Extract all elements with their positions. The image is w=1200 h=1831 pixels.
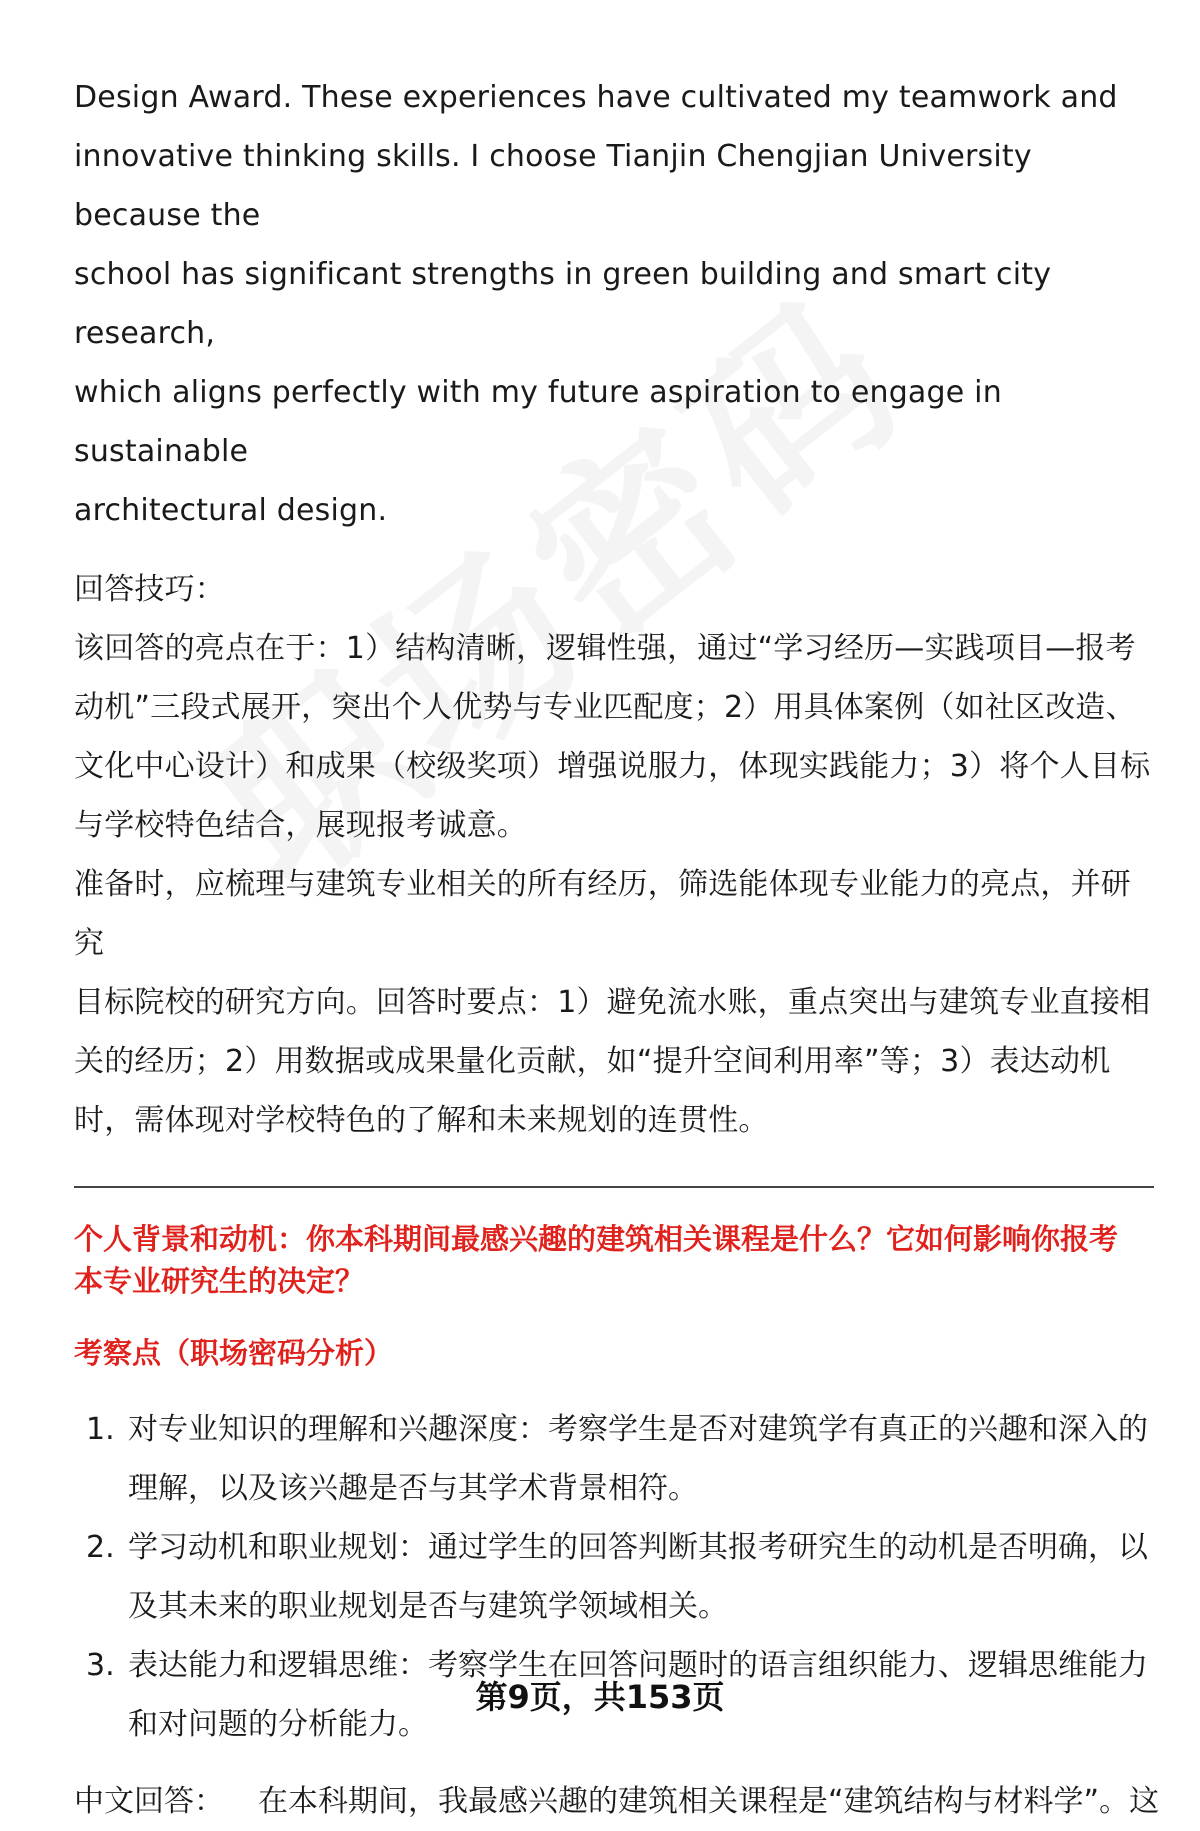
tips-heading: 回答技巧：: [74, 572, 225, 607]
page-number: 第9页，共153页: [475, 1678, 725, 1716]
question-title-line: 个人背景和动机：你本科期间最感兴趣的建筑相关课程是什么？它如何影响你报考: [74, 1222, 1119, 1256]
text-line: 准备时，应梳理与建筑专业相关的所有经历，筛选能体现专业能力的亮点，并研究: [74, 867, 1131, 961]
text-line: 动机”三段式展开，突出个人优势与专业匹配度；2）用具体案例（如社区改造、: [74, 690, 1136, 725]
text-line: 时，需体现对学校特色的了解和未来规划的连贯性。: [74, 1103, 769, 1138]
list-item-text: 表达能力和逻辑思维：考察学生在回答问题时的语言组织能力、逻辑思维能力: [128, 1648, 1148, 1683]
list-item-text: 和对问题的分析能力。: [128, 1707, 428, 1742]
text-line: 该回答的亮点在于：1）结构清晰，逻辑性强，通过“学习经历—实践项目—报考: [74, 631, 1136, 666]
list-item: [74, 1518, 1154, 1636]
text-line: architectural design.: [74, 493, 388, 528]
question-title-line: 本专业研究生的决定？: [74, 1264, 365, 1298]
text-line: which aligns perfectly with my future aspiration to engage in sustainable: [74, 375, 1002, 469]
question-section: [74, 1218, 1160, 1831]
list-item: [74, 1400, 1154, 1518]
text-line: 文化中心设计）和成果（校级奖项）增强说服力，体现实践能力；3）将个人目标: [74, 749, 1151, 784]
list-item-text: 对专业知识的理解和兴趣深度：考察学生是否对建筑学有真正的兴趣和深入的: [128, 1412, 1148, 1447]
list-number: 1.: [86, 1412, 115, 1447]
text-line: 关的经历；2）用数据或成果量化贡献，如“提升空间利用率”等；3）表达动机: [74, 1044, 1111, 1079]
document-page: [74, 68, 1160, 1831]
text-line: 与学校特色结合，展现报考诚意。: [74, 808, 527, 843]
list-item-text: 及其未来的职业规划是否与建筑学领域相关。: [128, 1589, 728, 1624]
section-divider: [74, 1186, 1154, 1188]
text-line: innovative thinking skills. I choose Tianjin Chengjian University because the: [74, 139, 1032, 233]
answer-text: 在本科期间，我最感兴趣的建筑相关课程是“建筑结构与材料学”。这: [258, 1784, 1160, 1819]
list-item-text: 理解，以及该兴趣是否与其学术背景相符。: [128, 1471, 698, 1506]
evaluation-points-heading: 考察点（职场密码分析）: [74, 1336, 394, 1370]
list-number: 2.: [86, 1530, 115, 1565]
text-line: 目标院校的研究方向。回答时要点：1）避免流水账，重点突出与建筑专业直接相: [74, 985, 1151, 1020]
intro-paragraph: [74, 68, 1154, 540]
list-number: 3.: [86, 1648, 115, 1683]
list-item-text: 学习动机和职业规划：通过学生的回答判断其报考研究生的动机是否明确，以: [128, 1530, 1148, 1565]
chinese-answer: [74, 1772, 1160, 1831]
tips-section: [74, 560, 1154, 1150]
text-line: school has significant strengths in green building and smart city research,: [74, 257, 1052, 351]
answer-label: 中文回答：: [74, 1784, 224, 1819]
text-line: Design Award. These experiences have cultivated my teamwork and: [74, 80, 1118, 115]
